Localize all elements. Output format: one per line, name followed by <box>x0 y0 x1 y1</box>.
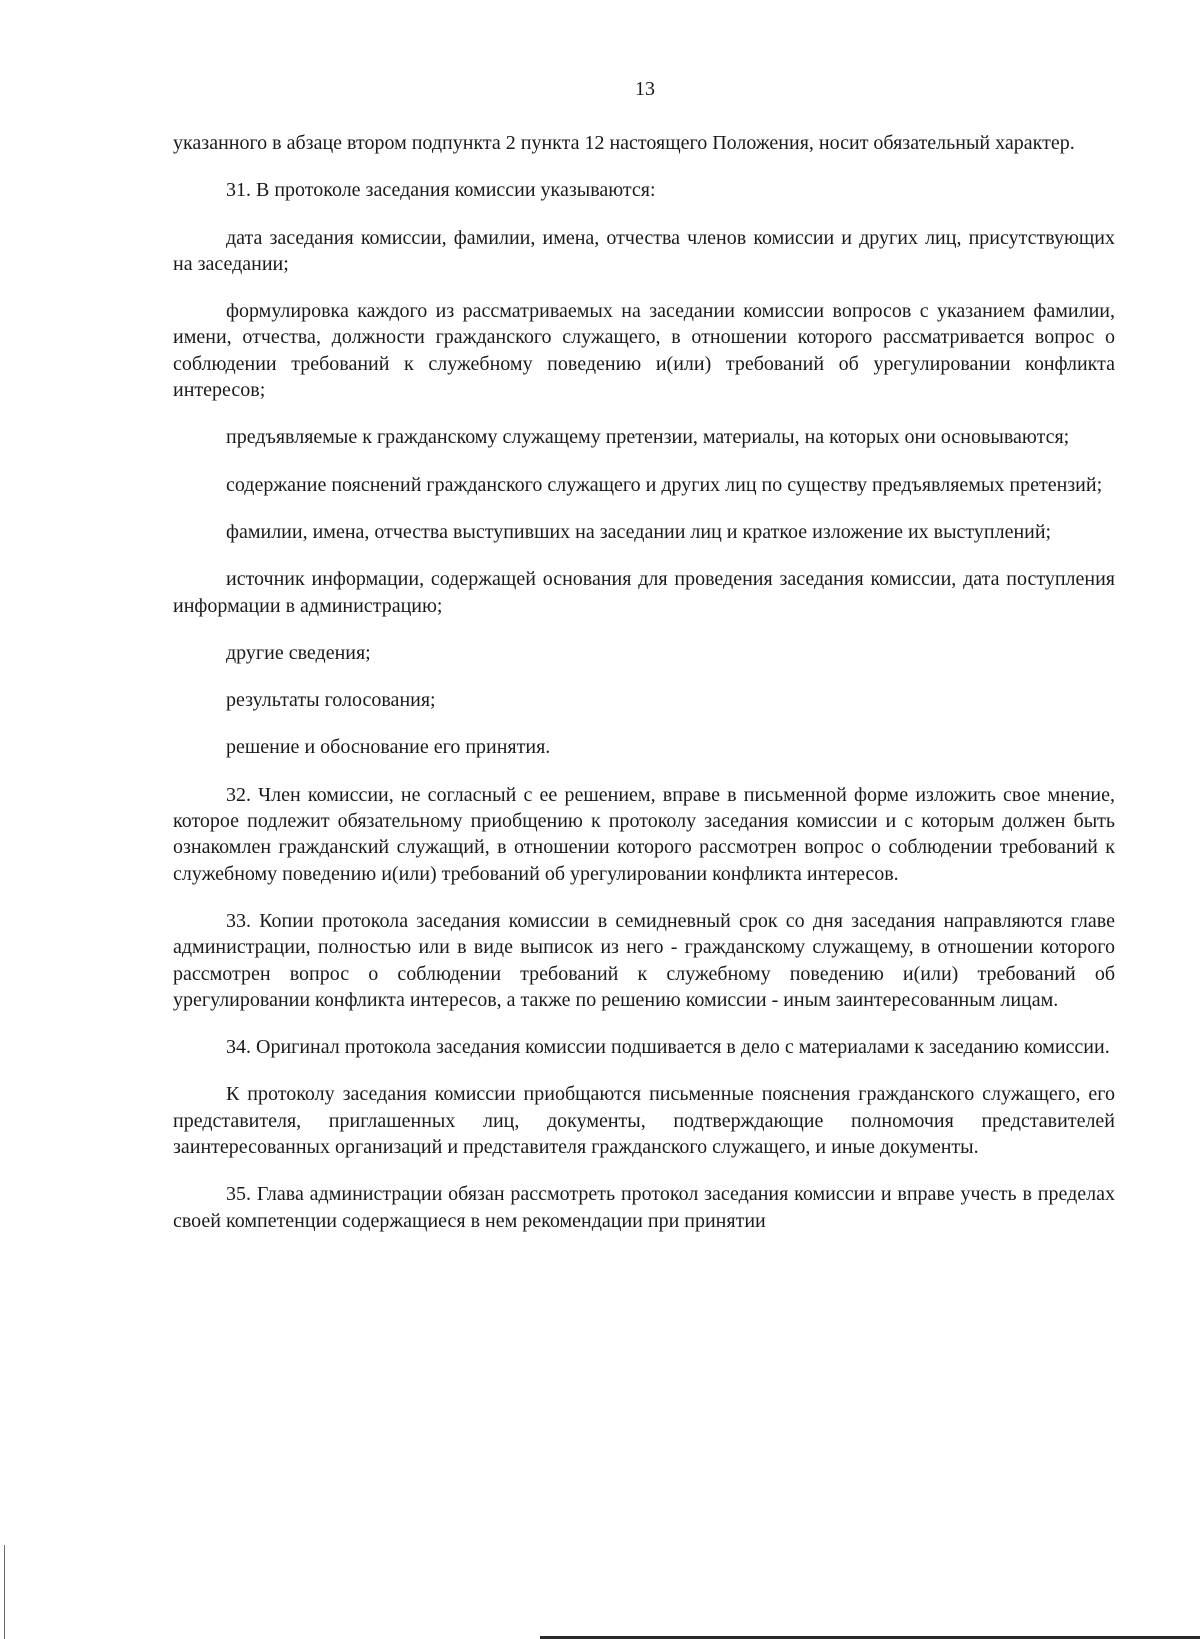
paragraph-decision: решение и обоснование его принятия. <box>226 736 551 759</box>
paragraph-speakers: фамилии, имена, отчества выступивших на заседании лиц и краткое изложение их выступлений; <box>226 520 1052 543</box>
paragraph-item-31: 31. В протоколе заседания комиссии указываются: <box>226 179 656 202</box>
paragraph-information-source: источник информации, содержащей основания для проведения заседания комиссии, дата поступления информации в администрацию; <box>173 568 1115 617</box>
paragraph-claims: предъявляемые к гражданскому служащему претензии, материалы, на которых они основываются; <box>226 426 1070 449</box>
scan-edge-left <box>4 1545 5 1639</box>
paragraph-voting-results: результаты голосования; <box>226 689 436 712</box>
paragraph-item-33: 33. Копии протокола заседания комиссии в семидневный срок со дня заседания направляются главе администрации, полностью или в виде выписок из него - гражданскому служащему, в отношении которого рассмотрен вопрос о соблюдении требований к служебному поведению и(или) требований об урегулировании конфликта интересов, а также по решению комиссии - иным заинтересованным лицам. <box>173 909 1115 1011</box>
paragraph-attachments: К протоколу заседания комиссии приобщаются письменные пояснения гражданского служащего, его представителя, приглашенных лиц, документы, подтверждающие полномочия представителей заинтересованных организаций и представителя гражданского служащего, и иные документы. <box>173 1083 1115 1159</box>
document-body <box>173 130 1115 1234</box>
paragraph-other-info: другие сведения; <box>226 641 371 664</box>
paragraph-question-wording: формулировка каждого из рассматриваемых на заседании комиссии вопросов с указанием фамилии, имени, отчества, должности гражданского служащего, в отношении которого рассматривается вопрос о соблюдении требований к служебному поведению и(или) требований об урегулировании конфликта интересов; <box>173 300 1115 402</box>
paragraph-explanations: содержание пояснений гражданского служащего и других лиц по существу предъявляемых претензий; <box>226 473 1103 496</box>
paragraph-item-34: 34. Оригинал протокола заседания комиссии подшивается в дело с материалами к заседанию комиссии. <box>226 1036 1110 1059</box>
paragraph-item-35: 35. Глава администрации обязан рассмотреть протокол заседания комиссии и вправе учесть в пределах своей компетенции содержащиеся в нем рекомендации при принятии <box>173 1183 1115 1232</box>
page-number: 13 <box>635 78 655 100</box>
paragraph-continuation: указанного в абзаце втором подпункта 2 пункта 12 настоящего Положения, носит обязательный характер. <box>173 132 1075 154</box>
paragraph-item-32: 32. Член комиссии, не согласный с ее решением, вправе в письменной форме изложить свое мнение, которое подлежит обязательному приобщению к протоколу заседания комиссии и с которым должен быть ознакомлен гражданский служащий, в отношении которого рассмотрен вопрос о соблюдении требований к служебному поведению и(или) требований об урегулировании конфликта интересов. <box>173 783 1115 885</box>
paragraph-meeting-date: дата заседания комиссии, фамилии, имена, отчества членов комиссии и других лиц, присутствующих на заседании; <box>173 226 1115 275</box>
